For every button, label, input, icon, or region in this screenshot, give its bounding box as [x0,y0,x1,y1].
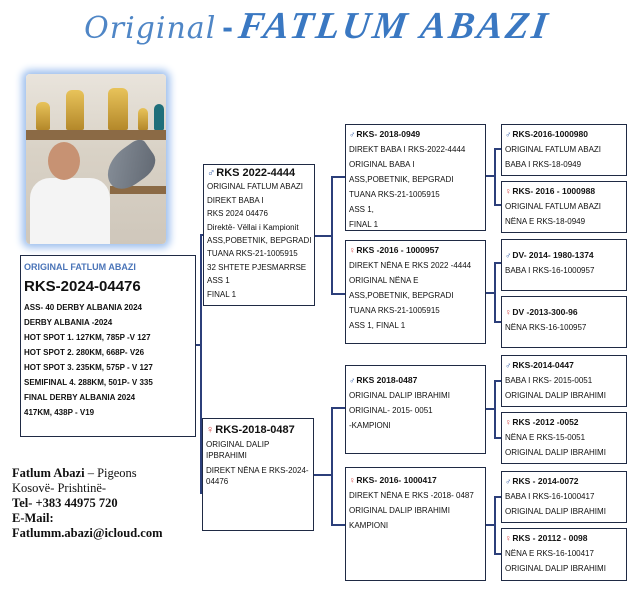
connector [315,235,332,237]
sire-line: Direktë- Vëllai i Kampionit [207,222,299,232]
line: ORIGINAL FATLUM ABAZI [505,145,602,154]
ring-row [349,243,482,258]
dam-line: 04476 [206,477,229,486]
person-head [48,142,80,180]
subject-owner: ORIGINAL FATLUM ABAZI [24,262,136,272]
line: DIREKT NËNA E RKS -2018- 0487 [349,491,474,500]
line: BABA I RKS-16-1000957 [505,266,595,275]
line: NËNA E RKS-15-0051 [505,433,586,442]
granddam-paternal-card [345,240,486,344]
female-icon: ♀ [349,475,356,485]
ring-row [505,358,623,373]
trophy-icon [154,104,164,130]
shelf [26,130,166,140]
line: BABA I RKS-18-0949 [505,160,582,169]
dam-ring-row [206,421,310,439]
ring: DV- 2014- 1980-1374 [512,250,594,260]
trophy-icon [108,88,128,130]
ring-row [505,531,623,546]
ring-row [505,127,623,142]
ring: RKS -2016 - 1000957 [356,245,440,255]
subject-line: ASS- 40 DERBY ALBANIA 2024 [24,303,142,312]
contact-email-label: E-Mail: [12,511,54,525]
sire-line: RKS 2024 04476 [207,209,268,219]
subject-line: 417KM, 438P - V19 [24,408,95,417]
title-dash: - [222,9,233,45]
female-icon: ♀ [206,424,215,436]
female-icon: ♀ [505,186,512,196]
male-icon: ♂ [207,167,216,179]
line: NËNA RKS-16-100957 [505,323,587,332]
ring: RKS- 2018-0949 [356,129,421,139]
line: KAMPIONI [349,521,389,530]
contact-suffix: – Pigeons [84,466,137,480]
sire-line: ASS 1 [207,276,230,286]
ring: RKS - 2014-0072 [512,476,579,486]
ring-row [505,474,623,489]
ring: RKS- 2016 - 1000988 [512,186,596,196]
connector [494,496,496,554]
line: DIREKT NËNA E RKS 2022 -4444 [349,261,472,270]
connector [331,176,333,294]
ancestor-card-7 [501,471,627,523]
contact-location: Kosovë- Prishtinë- [12,481,107,495]
connector [331,407,333,525]
ring-row [349,127,482,142]
line: TUANA RKS-21-1005915 [349,306,440,315]
dam-ring: RKS-2018-0487 [215,424,295,436]
line: FINAL 1 [349,220,379,229]
line: ASS,POBETNIK, BEPGRADI [349,175,454,184]
female-icon: ♀ [349,245,356,255]
connector [331,293,345,295]
male-icon: ♂ [505,250,512,260]
connector [494,380,496,438]
line: ORIGINAL DALIP IBRAHIMI [505,448,606,457]
ancestor-card-6 [501,412,627,464]
male-icon: ♂ [505,129,512,139]
page-title [0,4,634,48]
line: ORIGINAL- 2015- 0051 [349,406,433,415]
connector [331,176,345,178]
ring-row [505,305,623,320]
sire-ring: RKS 2022-4444 [216,167,296,179]
female-icon: ♀ [505,417,512,427]
subject-line: HOT SPOT 3. 235KM, 575P - V 127 [24,363,153,372]
title-script: Original [84,11,217,46]
ring: RKS 2018-0487 [356,375,418,385]
male-icon: ♂ [505,476,512,486]
sire-line: ASS,POBETNIK, BEPGRADI [207,236,312,246]
subject-line: DERBY ALBANIA -2024 [24,318,113,327]
trophy-icon [66,90,84,130]
ring: RKS - 20112 - 0098 [512,533,588,543]
contact-info [12,466,163,541]
sire-card [203,164,315,306]
granddam-maternal-card [345,467,486,581]
person-body [30,178,110,244]
ring: DV -2013-300-96 [512,307,578,317]
line: NËNA E RKS-16-100417 [505,549,594,558]
connector [494,148,496,205]
ring-row [505,415,623,430]
ancestor-card-1 [501,124,627,176]
line: ORIGINAL DALIP IBRAHIMI [349,391,450,400]
subject-line: FINAL DERBY ALBANIA 2024 [24,393,136,402]
title-main: FATLUM ABAZI [236,5,553,47]
subject-ring: RKS-2024-04476 [24,278,141,295]
ring: RKS -2012 -0052 [512,417,579,427]
connector [494,262,496,322]
line: ORIGINAL DALIP IBRAHIMI [505,564,606,573]
ancestor-card-5 [501,355,627,407]
connector [331,524,345,526]
connector [331,407,345,409]
sire-ring-row [207,167,311,180]
line: NËNA E RKS-18-0949 [505,217,586,226]
female-icon: ♀ [505,533,512,543]
line: ASS,POBETNIK, BEPGRADI [349,291,454,300]
contact-name-row [12,466,163,481]
line: ORIGINAL NËNA E [349,276,419,285]
line: TUANA RKS-21-1005915 [349,190,440,199]
line: ORIGINAL BABA I [349,160,415,169]
contact-name: Fatlum Abazi [12,466,85,480]
ancestor-card-2 [501,181,627,233]
line: ORIGINAL DALIP IBRAHIMI [505,507,606,516]
trophy-icon [36,102,50,130]
ring: RKS-2014-0447 [512,360,574,370]
subject-line: HOT SPOT 2. 280KM, 668P- V26 [24,348,145,357]
sire-line: 32 SHTETE PJESMARRSE [207,262,307,272]
ring-row [349,473,482,488]
grandsire-paternal-card [345,124,486,231]
ancestor-card-3 [501,239,627,291]
ring-row [505,248,623,263]
contact-email[interactable]: Fatlumm.abazi@icloud.com [12,526,163,540]
ring-row [505,184,623,199]
subject-line: SEMIFINAL 4. 288KM, 501P- V 335 [24,378,153,387]
subject-line: HOT SPOT 1. 127KM, 785P -V 127 [24,333,151,342]
male-icon: ♂ [505,360,512,370]
grandsire-maternal-card [345,365,486,454]
ancestor-card-4 [501,296,627,348]
ring: RKS- 2016- 1000417 [356,475,437,485]
dam-card [202,418,314,531]
line: ASS 1, FINAL 1 [349,321,406,330]
connector [314,474,332,476]
subject-card [20,255,196,437]
dam-line: IPBRAHIMI [206,451,247,460]
sire-line: DIREKT BABA I [207,195,264,205]
male-icon: ♂ [349,129,356,139]
line: ORIGINAL DALIP IBRAHIMI [505,391,606,400]
sire-line: TUANA RKS-21-1005915 [207,249,298,259]
line: ORIGINAL DALIP IBRAHIMI [349,506,450,515]
ring: RKS-2016-1000980 [512,129,588,139]
line: ASS 1, [349,205,374,214]
male-icon: ♂ [349,375,356,385]
line: ORIGINAL FATLUM ABAZI [505,202,602,211]
ancestor-card-8 [501,528,627,581]
line: DIREKT BABA I RKS-2022-4444 [349,145,466,154]
contact-tel: Tel- +383 44975 720 [12,496,118,510]
female-icon: ♀ [505,307,512,317]
dam-line: ORIGINAL DALIP [206,440,270,449]
line: BABA I RKS-16-1000417 [505,492,595,501]
dam-line: DIREKT NËNA E RKS-2024- [206,466,309,475]
owner-photo [26,74,166,244]
sire-line: ORIGINAL FATLUM ABAZI [207,182,304,192]
sire-line: FINAL 1 [207,289,237,299]
trophy-icon [138,108,148,130]
line: BABA I RKS- 2015-0051 [505,376,593,385]
line: -KAMPIONI [349,421,391,430]
ring-row [349,373,482,388]
